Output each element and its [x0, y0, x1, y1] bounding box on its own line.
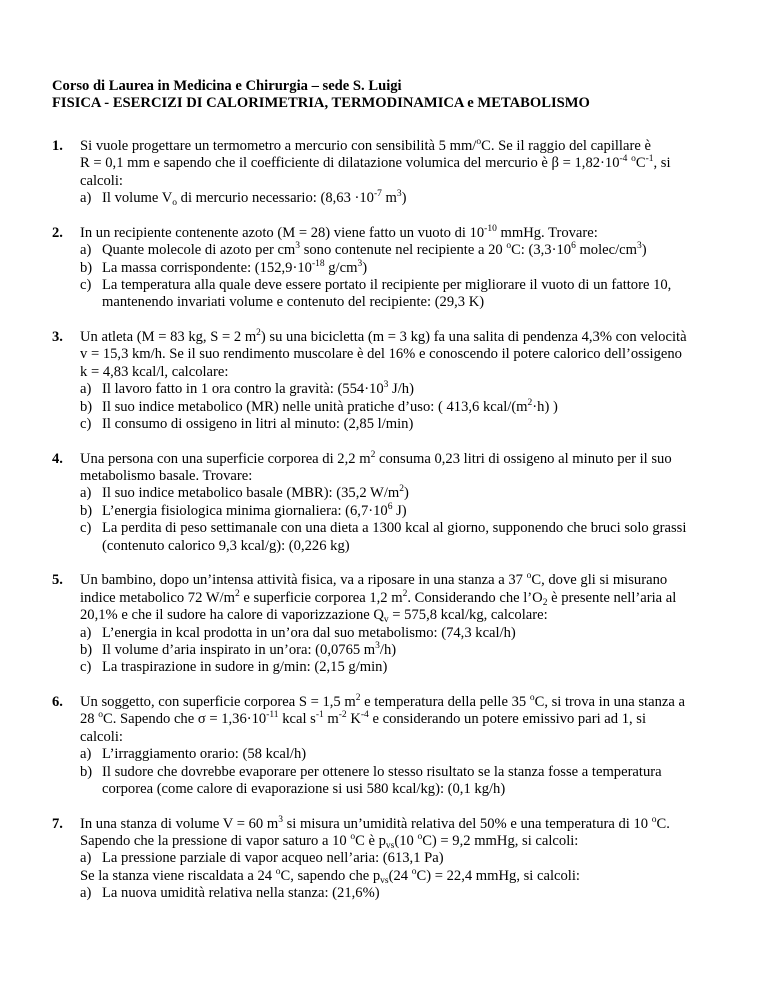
exercise-text-line: Si vuole progettare un termometro a mercurio con sensibilità 5 mm/$^o$C. Se il raggio del capillare è	[80, 137, 651, 154]
question-text: Il suo indice metabolico (MR) nelle unità pratiche d’uso: ( 413,6 kcal/$(m^2\cdot h)$ )	[102, 397, 558, 415]
question-item	[80, 659, 732, 676]
exercise-text-line: In una stanza di volume V = 60 $m^3$ si misura un’umidità relativa del 50% e una temperatura di 10 $^o$C.	[80, 814, 670, 832]
question-text: L’irraggiamento orario: (58 kcal/h)	[102, 746, 307, 763]
exercise-number: 4.	[52, 450, 63, 467]
question-item	[80, 277, 732, 312]
question-text: La perdita di peso settimanale con una dieta a 1300 kcal al giorno, supponendo che bruci solo grassi	[102, 520, 687, 537]
exercise-text-line: In un recipiente contenente azoto (M = 28) viene fatto un vuoto di $10^{-10}$ mmHg. Trovare:	[80, 223, 598, 241]
exercise-5	[52, 572, 732, 676]
question-item	[80, 416, 732, 433]
question-label: b)	[80, 763, 93, 780]
question-text: L’energia in kcal prodotta in un’ora dal suo metabolismo: (74,3 kcal/h)	[102, 624, 516, 641]
question-item	[80, 764, 732, 799]
question-text: La massa corrispondente: ($152,9\cdot 10^{-18}$ $g/cm^3$)	[102, 258, 368, 276]
question-text: Il consumo di ossigeno in litri al minuto: (2,85 l/min)	[102, 416, 414, 433]
question-item	[80, 746, 732, 763]
exercise-6	[52, 694, 732, 798]
exercise-3	[52, 329, 732, 433]
exercise-number: 5.	[52, 572, 63, 589]
exercise-text-line: Sapendo che la pressione di vapor saturo a 10 $^o$C è $p_{vs}(10$ $^o$C) = 9,2 mmHg, si calcoli:	[80, 831, 579, 851]
exercise-text-line: k = 4,83 kcal/l, calcolare:	[80, 363, 229, 380]
question-label: c)	[80, 520, 92, 537]
question-item	[80, 190, 732, 207]
question-item	[80, 625, 732, 642]
exercise-text-line	[80, 868, 732, 885]
exercise-number: 6.	[52, 693, 63, 710]
exercise-text-line: indice metabolico 72 $W/m^2$ e superficie corporea 1,2 $m^2$. Considerando che $l’O_2$ è presente nell’aria al	[80, 588, 677, 608]
question-label: b)	[80, 502, 93, 519]
exercise-7	[52, 816, 732, 903]
question-item	[80, 850, 732, 867]
question-item	[80, 399, 732, 416]
question-text: La pressione parziale di vapor acqueo nell’aria: (613,1 Pa)	[102, 850, 444, 867]
exercise-4	[52, 451, 732, 555]
question-text: La nuova umidità relativa nella stanza: (21,6%)	[102, 885, 380, 902]
question-text: La traspirazione in sudore in g/min: (2,15 g/min)	[102, 659, 388, 676]
question-item	[80, 381, 732, 398]
question-text: Il lavoro fatto in 1 ora contro la gravità: ($554\cdot 10^3$ J/h)	[102, 380, 414, 398]
exercise-sheet-title: FISICA - ESERCIZI DI CALORIMETRIA, TERMODINAMICA e METABOLISMO	[52, 95, 590, 112]
exercise-number: 7.	[52, 815, 63, 832]
question-label: a)	[80, 381, 92, 398]
question-label: a)	[80, 485, 92, 502]
question-text: Il suo indice metabolico basale (MBR): (35,2 $W/m^2$)	[102, 484, 409, 502]
question-label: a)	[80, 850, 92, 867]
question-text: (contenuto calorico 9,3 kcal/g): (0,226 kg)	[102, 537, 350, 554]
question-item	[80, 885, 732, 902]
question-text: La temperatura alla quale deve essere portato il recipiente per migliorare il vuoto di un fattore 10,	[102, 277, 672, 294]
exercise-text-line: Un atleta (M = 83 kg, S = 2 $m^2$) su una bicicletta (m = 3 kg) fa una salita di pendenza 4,3% con velocità	[80, 328, 687, 346]
exercise-1	[52, 138, 732, 208]
question-label: a)	[80, 746, 92, 763]
exercise-text-line: calcoli:	[80, 172, 123, 189]
exercise-2	[52, 225, 732, 312]
exercise-text-line: Un bambino, dopo un’intensa attività fisica, va a riposare in una stanza a 37 $^o$C, dove gli si misurano	[80, 571, 668, 589]
question-label: b)	[80, 398, 93, 415]
question-label: b)	[80, 641, 93, 658]
question-item	[80, 242, 732, 259]
question-text: Il sudore che dovrebbe evaporare per ottenere lo stesso risultato se la stanza fosse a temperatura	[102, 763, 662, 780]
exercise-number: 2.	[52, 224, 63, 241]
exercise-text-line: Un soggetto, con superficie corporea S = 1,5 $m^2$ e temperatura della pelle 35 $^o$C, si trova in una stanza a	[80, 692, 685, 710]
question-label: a)	[80, 242, 92, 259]
question-label: c)	[80, 659, 92, 676]
exercise-text-line: 28 $^o$C. Sapendo che $\sigma = 1,36\cdot 10^{-11}$ kcal $s^{-1}$ $m^{-2}$ $K^{-4}$ e considerando un potere emissivo pari ad 1, si	[80, 710, 647, 728]
question-label: c)	[80, 277, 92, 294]
exercise-text-line: Una persona con una superficie corporea di 2,2 $m^2$ consuma 0,23 litri di ossigeno al minuto per il suo	[80, 449, 672, 467]
question-text: Il volume $V_o$ di mercurio necessario: ($8,63 \cdot 10^{-7}$ $m^3$)	[102, 189, 407, 209]
exercise-text-line: calcoli:	[80, 728, 123, 745]
question-text: Se la stanza viene riscaldata a 24 $^o$C, sapendo che $p_{vs}(24$ $^o$C) = 22,4 mmHg, si calcoli:	[80, 866, 580, 886]
question-item	[80, 503, 732, 520]
question-text: mantenendo invariati volume e contenuto del recipiente: (29,3 K)	[102, 294, 485, 311]
question-text: Il volume d’aria inspirato in un’ora: (0,0765 $m^3/h$)	[102, 640, 397, 658]
question-item	[80, 485, 732, 502]
exercise-number: 3.	[52, 329, 63, 346]
question-label: a)	[80, 885, 92, 902]
exercise-text-line: v = 15,3 km/h. Se il suo rendimento muscolare è del 16% e conoscendo il potere calorico dell’ossigeno	[80, 346, 682, 363]
question-label: a)	[80, 190, 92, 207]
question-item	[80, 642, 732, 659]
exercise-text-line: R = 0,1 mm e sapendo che il coefficiente di dilatazione volumica del mercurio è $\beta = 1,82\cdot 10^{-4}$ $^oC^{-1}$, si	[80, 154, 671, 172]
exercise-list	[52, 138, 732, 920]
exercise-text-line: metabolismo basale. Trovare:	[80, 468, 253, 485]
question-text: Quante molecole di azoto per $cm^3$ sono contenute nel recipiente a 20 $^o$C: ($3,3\cdot 10^6$ molec/$cm^3$)	[102, 241, 647, 259]
document-header	[52, 78, 742, 113]
question-text: corporea (come calore di evaporazione si usi 580 kcal/kg): (0,1 kg/h)	[102, 780, 506, 797]
course-title: Corso di Laurea in Medicina e Chirurgia – sede S. Luigi	[52, 78, 402, 94]
question-label: b)	[80, 259, 93, 276]
question-label: c)	[80, 416, 92, 433]
question-item	[80, 260, 732, 277]
question-text: L’energia fisiologica minima giornaliera: ($6,7\cdot 10^6$ J)	[102, 501, 407, 519]
exercise-text-line: 20,1% e che il sudore ha calore di vaporizzazione $Q_v = 575,8$ kcal/kg, calcolare:	[80, 607, 548, 626]
exercise-number: 1.	[52, 138, 63, 154]
question-label: a)	[80, 624, 92, 641]
question-item	[80, 520, 732, 555]
